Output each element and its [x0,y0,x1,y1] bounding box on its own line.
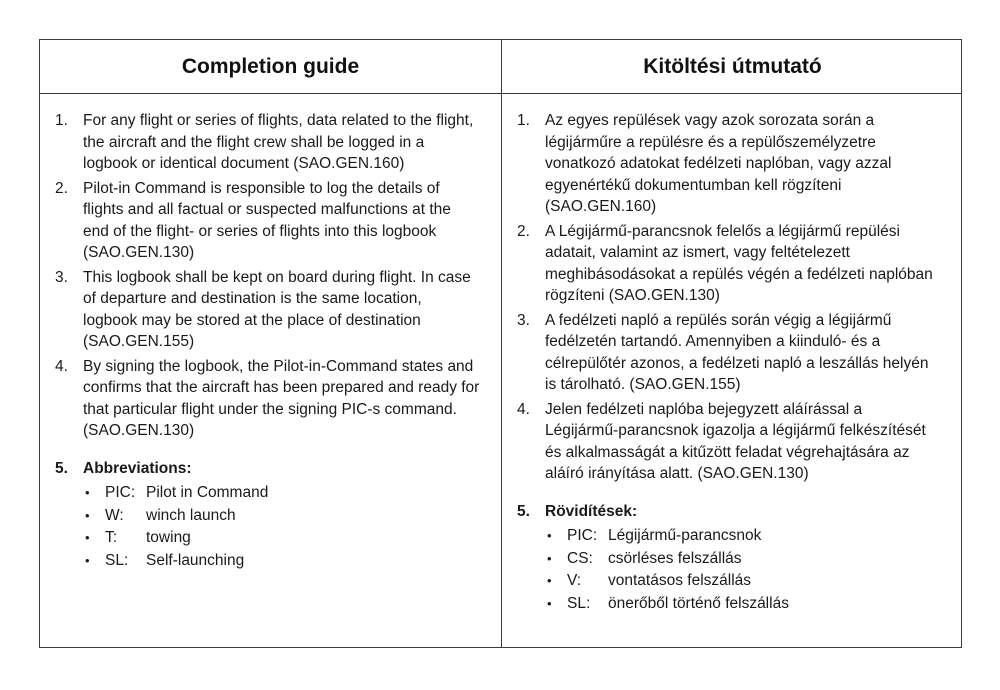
abbreviation-code: PIC: [105,484,136,501]
abbreviation-item [52,550,480,573]
list-item: 4. By signing the logbook, the Pilot-in-Command states and confirms that the aircraft has been prepared and ready for that particular flight under the signing PIC-s command. (SAO.GEN.130) [55,357,480,439]
bullet-icon: • [547,595,552,611]
list-item-text: This logbook shall be kept on board during flight. In case of departure and destination is the same location, logbook may be stored at the place of destination (SAO.GEN.155) [83,268,471,350]
abbreviation-item [514,525,939,548]
list-item-text: Jelen fedélzeti naplóba bejegyzett aláírással a Légijármű-parancsnok igazolja a légijármű felkészítését és alkalmasságát a kitűzött feladat végrehajtására az aláíró irányítása alatt. (SAO.GEN.130) [545,400,926,482]
abbreviation-meaning: csörléses felszállás [608,549,742,567]
abbreviation-code: SL: [567,594,591,612]
abbreviations-heading: 5. Rövidítések: [517,502,638,520]
list-item: 3. This logbook shall be kept on board during flight. In case of departure and destination is the same location, logbook may be stored at the place of destination (SAO.GEN.155) [55,268,471,350]
abbreviations-list [514,525,939,615]
abbreviation-code: W: [105,506,124,524]
english-column-title: Completion guide [181,55,360,78]
english-column [52,110,480,572]
list-item-text: Pilot-in Command is responsible to log the details of flights and all factual or suspected malfunctions at the end of the flight- or series of flights into this logbook (SAO.GEN.130) [83,179,451,261]
hungarian-column [514,110,939,615]
abbreviation-code: PIC: [567,527,598,544]
english-instructions-list [52,110,480,442]
list-item: 3. A fedélzeti napló a repülés során végig a légijármű fedélzetén tartandó. Amennyiben a kiinduló- és a célrepülőtér azonos, a fedélzeti napló a leszállás helyén is tárolható. (SAO.GEN.155) [517,311,929,393]
abbreviation-item [52,527,480,550]
hungarian-instructions-list [514,110,939,485]
abbreviation-item [52,482,480,505]
abbreviation-meaning: towing [146,529,191,546]
abbreviation-code: CS: [567,549,593,567]
bullet-icon: • [85,507,90,523]
abbreviation-meaning: Légijármű-parancsnok [608,527,762,544]
abbreviation-code: T: [105,529,118,546]
bullet-icon: • [547,528,552,543]
list-item-text: Az egyes repülések vagy azok sorozata során a légijárműre a repülésre és a repülőszemélyzetre vonatkozó adatokat fedélzeti naplóban, vagy azzal egyenértékű dokumentumban kell rögzíteni (SAO.GEN.160) [545,112,892,215]
list-item: 1. Az egyes repülések vagy azok sorozata során a légijárműre a repülésre és a repülőszemélyzetre vonatkozó adatokat fedélzeti naplóban, vagy azzal egyenértékű dokumentumban kell rögzíteni (SAO.GEN.160) [517,112,892,215]
bullet-icon: • [547,573,552,588]
list-item: 2. Pilot-in Command is responsible to log the details of flights and all factual or suspected malfunctions at the end of the flight- or series of flights into this logbook (SAO.GEN.130) [55,179,451,261]
bullet-icon: • [85,552,90,568]
abbreviation-code: SL: [105,551,129,569]
abbreviation-meaning: Pilot in Command [146,484,269,501]
bullet-icon: • [85,530,90,545]
column-divider [501,40,502,647]
abbreviation-item [514,570,939,593]
list-item-text: A Légijármű-parancsnok felelős a légijármű repülési adatait, valamint az ismert, vagy feltételezett meghibásodásokat a repülés végén a fedélzeti naplóban rögzíteni (SAO.GEN.130) [545,222,933,304]
abbreviations-list [52,482,480,572]
abbreviation-meaning: önerőből történő felszállás [608,594,789,612]
guide-table [39,39,962,648]
abbreviation-meaning: winch launch [146,506,236,524]
list-item-text: For any flight or series of flights, data related to the flight, the aircraft and the flight crew shall be logged in a logbook or identical document (SAO.GEN.160) [83,112,474,172]
list-item: 2. A Légijármű-parancsnok felelős a légijármű repülési adatait, valamint az ismert, vagy feltételezett meghibásodásokat a repülés végén a fedélzeti naplóban rögzíteni (SAO.GEN.130) [517,222,933,304]
abbreviation-item [514,593,939,616]
list-item-text: A fedélzeti napló a repülés során végig a légijármű fedélzetén tartandó. Amennyiben a kiinduló- és a célrepülőtér azonos, a fedélzeti napló a leszállás helyén is tárolható. (SAO.GEN.155) [545,311,929,393]
list-item-text: By signing the logbook, the Pilot-in-Command states and confirms that the aircraft has been prepared and ready for that particular flight under the signing PIC-s command. (SAO.GEN.130) [83,357,480,439]
hungarian-column-title: Kitöltési útmutató [643,55,822,78]
list-item: 4. Jelen fedélzeti naplóba bejegyzett aláírással a Légijármű-parancsnok igazolja a légijármű felkészítését és alkalmasságát a kitűzött feladat végrehajtására az aláíró irányítása alatt. (SAO.GEN.130) [517,400,926,482]
list-item: 1. For any flight or series of flights, data related to the flight, the aircraft and the flight crew shall be logged in a logbook or identical document (SAO.GEN.160) [55,112,474,172]
abbreviation-meaning: Self-launching [146,551,245,569]
bullet-icon: • [85,485,90,500]
abbreviations-heading: 5. Abbreviations: [55,459,192,477]
abbreviation-code: V: [567,572,582,589]
bullet-icon: • [547,550,552,566]
abbreviation-item [514,548,939,571]
abbreviation-meaning: vontatásos felszállás [608,572,752,589]
abbreviation-item [52,505,480,528]
